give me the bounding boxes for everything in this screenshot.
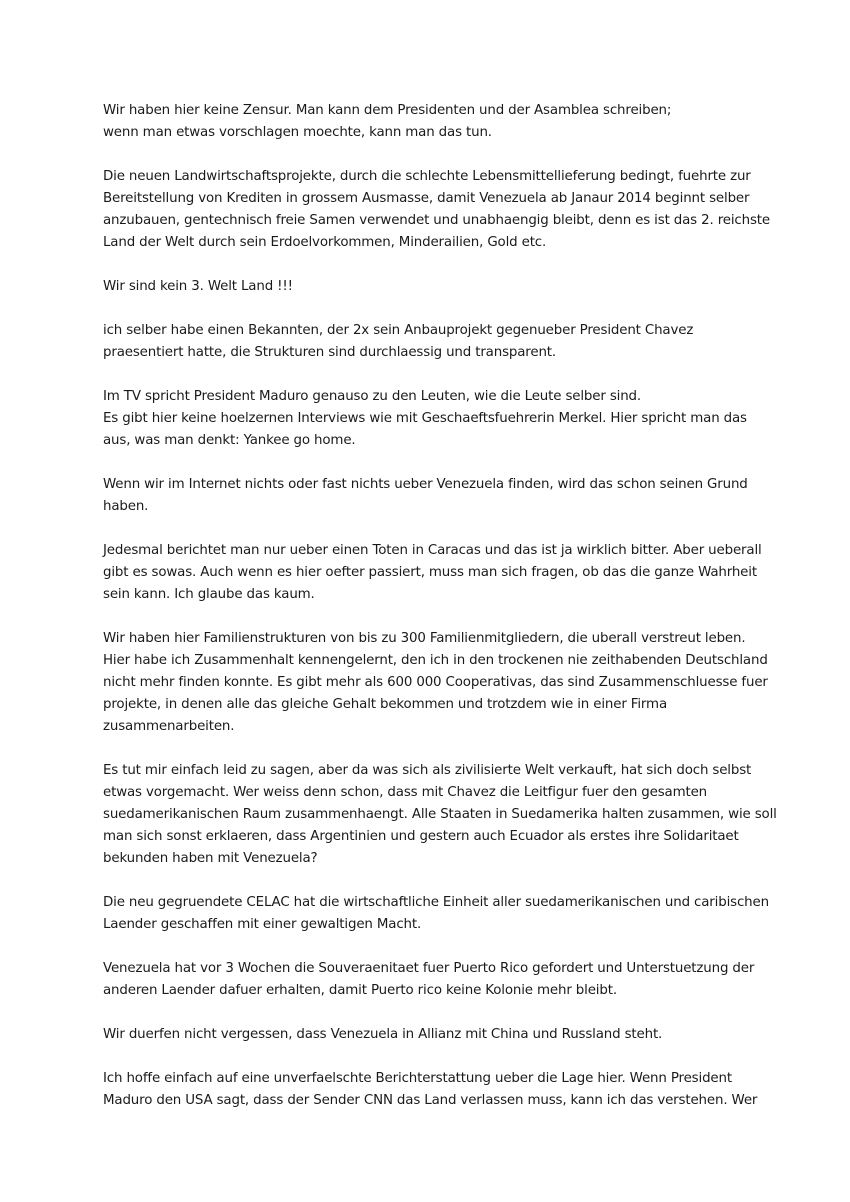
- text-line: anzubauen, gentechnisch freie Samen verwendet und unabhaengig bleibt, denn es ist das 2. reichste: [103, 213, 770, 228]
- text-line: Laender geschaffen mit einer gewaltigen Macht.: [103, 917, 422, 932]
- paragraph: [103, 276, 753, 298]
- text-line: etwas vorgemacht. Wer weiss denn schon, dass mit Chavez die Leitfigur fuer den gesamten: [103, 785, 708, 800]
- text-line: Im TV spricht President Maduro genauso zu den Leuten, wie die Leute selber sind.: [103, 389, 642, 404]
- text-line: Land der Welt durch sein Erdoelvorkommen, Minderailien, Gold etc.: [103, 235, 547, 250]
- text-line: anderen Laender dafuer erhalten, damit Puerto rico keine Kolonie mehr bleibt.: [103, 983, 617, 998]
- text-line: Es tut mir einfach leid zu sagen, aber da was sich als zivilisierte Welt verkauft, hat sich doch selbst: [103, 763, 752, 778]
- text-line: Ich hoffe einfach auf eine unverfaelschte Berichterstattung ueber die Lage hier. Wenn President: [103, 1071, 732, 1086]
- text-line: Maduro den USA sagt, dass der Sender CNN das Land verlassen muss, kann ich das verstehen. Wer: [103, 1093, 758, 1108]
- text-line: Wenn wir im Internet nichts oder fast nichts ueber Venezuela finden, wird das schon seinen Grund: [103, 477, 748, 492]
- document-page: [103, 100, 777, 1134]
- text-line: aus, was man denkt: Yankee go home.: [103, 433, 356, 448]
- text-line: man sich sonst erklaeren, dass Argentinien und gestern auch Ecuador als erstes ihre Solidaritaet: [103, 829, 739, 844]
- text-line: zusammenarbeiten.: [103, 719, 235, 734]
- paragraph: [103, 760, 777, 870]
- paragraph: [103, 166, 770, 254]
- text-line: Venezuela hat vor 3 Wochen die Souveraenitaet fuer Puerto Rico gefordert und Unterstuetzung der: [103, 961, 755, 976]
- text-line: bekunden haben mit Venezuela?: [103, 851, 318, 866]
- text-line: gibt es sowas. Auch wenn es hier oefter passiert, muss man sich fragen, ob das die ganze Wahrheit: [103, 565, 757, 580]
- text-line: Jedesmal berichtet man nur ueber einen Toten in Caracas und das ist ja wirklich bitter. Aber ueberall: [103, 543, 762, 558]
- text-line: wenn man etwas vorschlagen moechte, kann man das tun.: [103, 125, 492, 140]
- text-line: praesentiert hatte, die Strukturen sind durchlaessig und transparent.: [103, 345, 556, 360]
- paragraph: [103, 386, 753, 452]
- text-line: Bereitstellung von Krediten in grossem Ausmasse, damit Venezuela ab Janaur 2014 beginnt selber: [103, 191, 750, 206]
- paragraph: [103, 320, 753, 364]
- text-line: suedamerikanischen Raum zusammenhaengt. Alle Staaten in Suedamerika halten zusammen, wie soll: [103, 807, 777, 822]
- paragraph: [103, 958, 753, 1002]
- paragraph: [103, 474, 753, 518]
- paragraph: [103, 1024, 753, 1046]
- text-line: ich selber habe einen Bekannten, der 2x sein Anbauprojekt gegenueber President Chavez: [103, 323, 694, 338]
- paragraph: [103, 892, 769, 936]
- text-line: Wir sind kein 3. Welt Land !!!: [103, 279, 293, 294]
- text-line: sein kann. Ich glaube das kaum.: [103, 587, 315, 602]
- paragraph: [103, 100, 753, 144]
- text-line: haben.: [103, 499, 149, 514]
- text-line: Es gibt hier keine hoelzernen Interviews wie mit Geschaeftsfuehrerin Merkel. Hier spricht man das: [103, 411, 747, 426]
- text-line: Wir duerfen nicht vergessen, dass Venezuela in Allianz mit China und Russland steht.: [103, 1027, 663, 1042]
- text-line: Die neu gegruendete CELAC hat die wirtschaftliche Einheit aller suedamerikanischen und caribischen: [103, 895, 769, 910]
- text-line: Wir haben hier keine Zensur. Man kann dem Presidenten und der Asamblea schreiben;: [103, 103, 672, 118]
- text-line: Hier habe ich Zusammenhalt kennengelernt, den ich in den trockenen nie zeithabenden Deutschland: [103, 653, 768, 668]
- paragraph: [103, 1068, 758, 1112]
- text-line: nicht mehr finden konnte. Es gibt mehr als 600 000 Cooperativas, das sind Zusammenschluesse fuer: [103, 675, 768, 690]
- text-line: Die neuen Landwirtschaftsprojekte, durch die schlechte Lebensmittellieferung bedingt, fuehrte zur: [103, 169, 751, 184]
- paragraph: [103, 628, 768, 738]
- text-line: Wir haben hier Familienstrukturen von bis zu 300 Familienmitgliedern, die uberall verstreut leben.: [103, 631, 746, 646]
- paragraph: [103, 540, 762, 606]
- text-line: projekte, in denen alle das gleiche Gehalt bekommen und trotzdem wie in einer Firma: [103, 697, 667, 712]
